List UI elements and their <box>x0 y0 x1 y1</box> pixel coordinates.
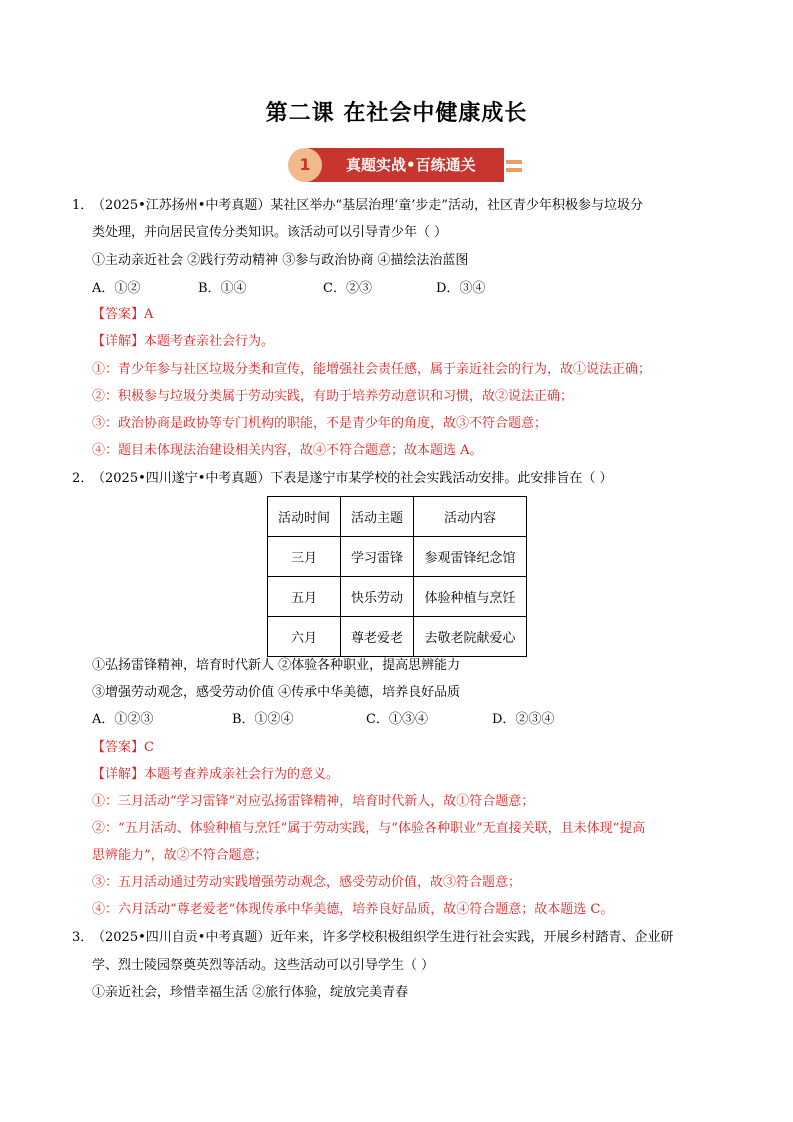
table-cell: 参观雷锋纪念馆 <box>414 537 527 577</box>
table-cell: 六月 <box>268 617 341 657</box>
q2-explanation-2: ②：“五月活动、体验种植与烹饪”属于劳动实践，与“体验各种职业”无直接关联，且未体现“提高 <box>92 821 646 836</box>
page-title: 第二课 在社会中健康成长 <box>265 101 528 126</box>
q2-explanation-3: ③：五月活动通过劳动实践增强劳动观念，感受劳动价值，故③符合题意； <box>92 875 522 890</box>
q1-answer: 【答案】A <box>92 307 154 322</box>
question-3-statements-1: ①亲近社会，珍惜幸福生活 ②旅行体验，绽放完美青春 <box>92 985 409 1000</box>
table-row <box>268 537 527 577</box>
table-header-cell: 活动内容 <box>414 497 527 537</box>
banner-decoration <box>506 160 522 164</box>
q2-explanation-2-cont: 思辨能力”，故②不符合题意； <box>92 848 268 863</box>
section-banner <box>288 146 524 186</box>
question-2-stem: （2025•四川遂宁•中考真题）下表是遂宁市某学校的社会实践活动安排。此安排旨在（ ） <box>92 471 613 486</box>
table-header-cell: 活动主题 <box>341 497 414 537</box>
q1-explanation-3: ③：政治协商是政协等专门机构的职能，不是青少年的角度，故③不符合题意； <box>92 416 548 431</box>
table-header-row <box>268 497 527 537</box>
banner-decoration <box>506 168 522 172</box>
table-cell: 学习雷锋 <box>341 537 414 577</box>
activity-table <box>267 496 527 657</box>
q2-option-a[interactable]: A．①②③ <box>92 712 154 727</box>
q1-explanation-4: ④：题目未体现法治建设相关内容，故④不符合题意；故本题选 A。 <box>92 443 483 458</box>
q1-option-d[interactable]: D．③④ <box>436 281 486 296</box>
question-3-stem-cont: 学、烈士陵园祭奠英烈等活动。这些活动可以引导学生（ ） <box>92 958 435 973</box>
q2-answer: 【答案】C <box>92 740 154 755</box>
q1-option-b[interactable]: B．①④ <box>198 281 247 296</box>
q1-explanation-1: ①：青少年参与社区垃圾分类和宣传，能增强社会责任感，属于亲近社会的行为，故①说法正确； <box>92 362 652 377</box>
q1-explanation-2: ②：积极参与垃圾分类属于劳动实践，有助于培养劳动意识和习惯，故②说法正确； <box>92 389 574 404</box>
question-number-3: 3． <box>72 930 94 945</box>
table-cell: 三月 <box>268 537 341 577</box>
question-2-statements-1: ①弘扬雷锋精神，培育时代新人 ②体验各种职业，提高思辨能力 <box>92 658 461 673</box>
table-row <box>268 577 527 617</box>
banner-bar <box>308 148 504 182</box>
table-cell: 体验种植与烹饪 <box>414 577 527 617</box>
question-2-statements-2: ③增强劳动观念，感受劳动价值 ④传承中华美德，培养良好品质 <box>92 685 461 700</box>
q2-detail: 【详解】本题考查养成亲社会行为的意义。 <box>92 767 340 782</box>
question-1-stem-cont: 类处理，并向居民宣传分类知识。该活动可以引导青少年（ ） <box>92 225 448 240</box>
q2-option-d[interactable]: D．②③④ <box>492 712 555 727</box>
question-number-1: 1． <box>72 198 94 213</box>
q2-option-c[interactable]: C．①③④ <box>366 712 428 727</box>
q1-option-a[interactable]: A．①② <box>92 281 141 296</box>
q2-option-b[interactable]: B．①②④ <box>232 712 294 727</box>
banner-text: 真题实战•百练通关 <box>346 156 476 174</box>
question-1-stem: （2025•江苏扬州•中考真题）某社区举办“基层治理‘童’步走”活动，社区青少年积极参与垃圾分 <box>92 198 643 213</box>
q1-option-c[interactable]: C．②③ <box>323 281 372 296</box>
q2-explanation-1: ①：三月活动“学习雷锋”对应弘扬雷锋精神，培育时代新人，故①符合题意； <box>92 794 535 809</box>
question-number-2: 2． <box>72 471 94 486</box>
table-header-cell: 活动时间 <box>268 497 341 537</box>
table-row <box>268 617 527 657</box>
table-cell: 尊老爱老 <box>341 617 414 657</box>
question-3-stem: （2025•四川自贡•中考真题）近年来，许多学校积极组织学生进行社会实践，开展乡村踏青、企业研 <box>92 930 674 945</box>
table-cell: 快乐劳动 <box>341 577 414 617</box>
q2-explanation-4: ④：六月活动“尊老爱老”体现传承中华美德，培养良好品质，故④符合题意；故本题选 C。 <box>92 902 614 917</box>
q1-detail: 【详解】本题考查亲社会行为。 <box>92 334 275 349</box>
banner-number: 1 <box>288 148 322 182</box>
table-cell: 五月 <box>268 577 341 617</box>
question-1-statements: ①主动亲近社会 ②践行劳动精神 ③参与政治协商 ④描绘法治蓝图 <box>92 253 469 268</box>
table-cell: 去敬老院献爱心 <box>414 617 527 657</box>
